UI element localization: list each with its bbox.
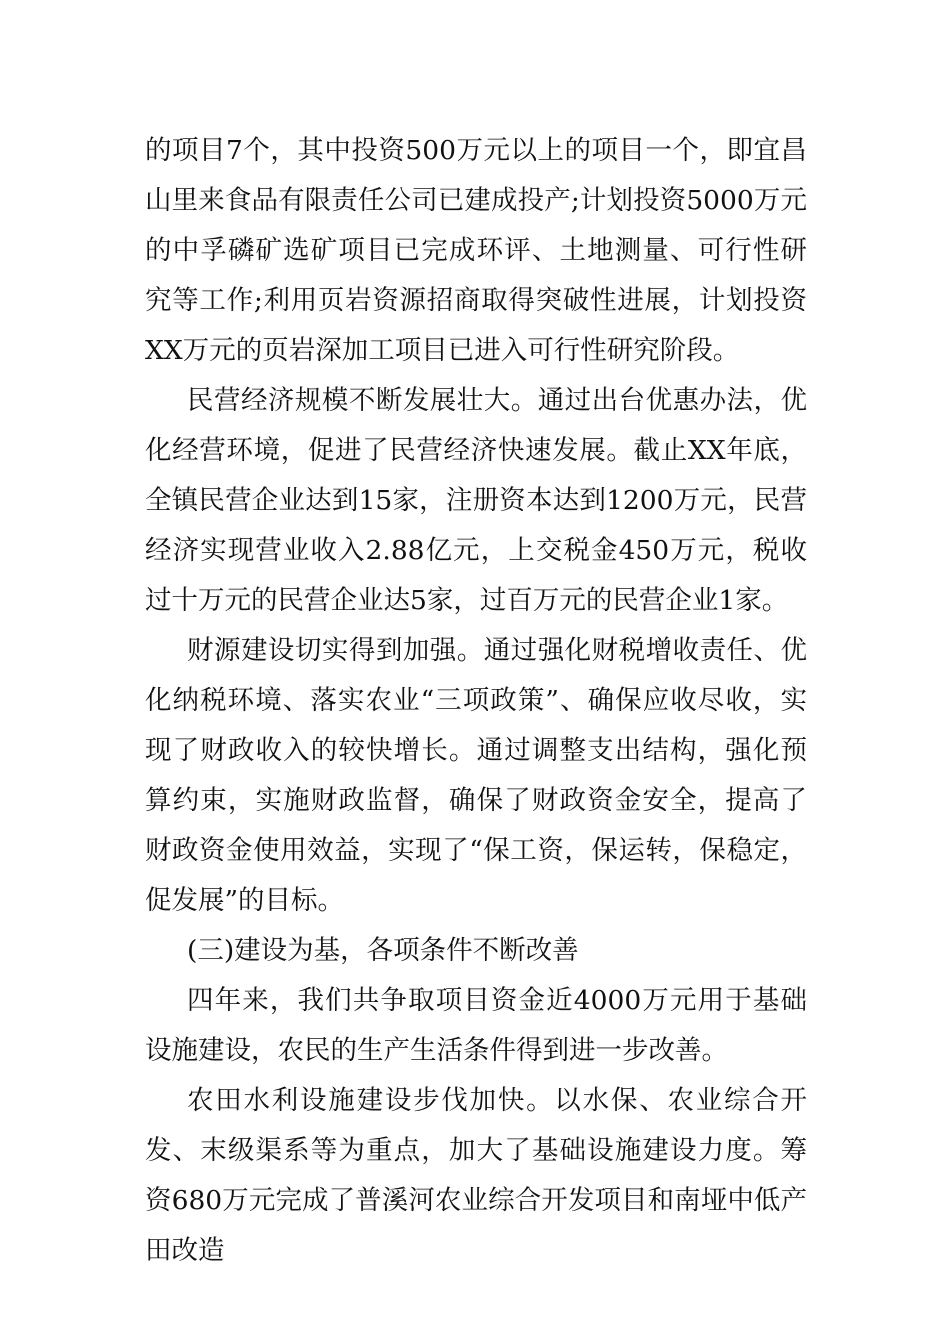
document-body <box>145 126 807 1276</box>
paragraph-infrastructure-funds: 四年来，我们共争取项目资金近4000万元用于基础设施建设，农民的生产生活条件得到进一步改善。 <box>145 985 807 1066</box>
paragraph-private-economy: 民营经济规模不断发展壮大。通过出台优惠办法，优化经营环境，促进了民营经济快速发展。截止XX年底，全镇民营企业达到15家，注册资本达到1200万元，民营经济实现营业收入2.88亿元，上交税金450万元，税收过十万元的民营企业达5家，过百万元的民营企业1家。 <box>145 385 807 616</box>
paragraph-projects: 的项目7个，其中投资500万元以上的项目一个，即宜昌山里来食品有限责任公司已建成投产;计划投资5000万元的中孚磷矿选矿项目已完成环评、土地测量、可行性研究等工作;利用页岩资源招商取得突破性进展，计划投资XX万元的页岩深加工项目已进入可行性研究阶段。 <box>145 135 807 366</box>
paragraph-water-conservancy: 农田水利设施建设步伐加快。以水保、农业综合开发、末级渠系等为重点，加大了基础设施建设力度。筹资680万元完成了普溪河农业综合开发项目和南垭中低产田改造 <box>145 1085 807 1266</box>
section-heading-construction: (三)建设为基，各项条件不断改善 <box>187 935 579 966</box>
paragraph-fiscal-revenue: 财源建设切实得到加强。通过强化财税增收责任、优化纳税环境、落实农业“三项政策”、确保应收尽收，实现了财政收入的较快增长。通过调整支出结构，强化预算约束，实施财政监督，确保了财政资金安全，提高了财政资金使用效益，实现了“保工资，保运转，保稳定，促发展”的目标。 <box>145 635 807 916</box>
